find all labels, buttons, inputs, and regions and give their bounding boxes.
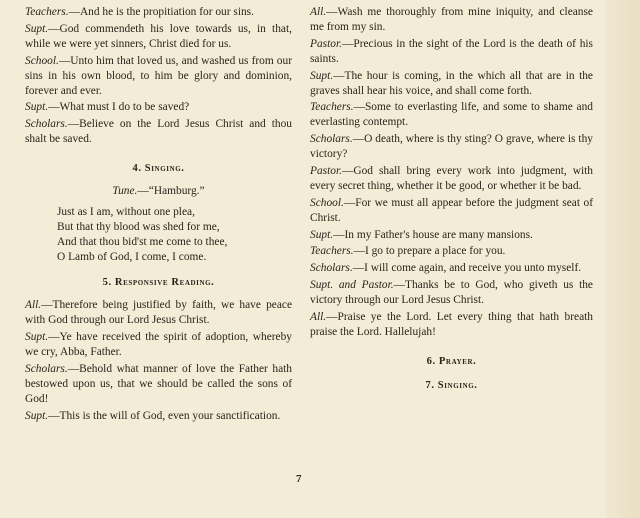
speaker-label: All. — [25, 299, 42, 312]
speaker-label: Scholars. — [25, 362, 68, 375]
right-column — [310, 5, 593, 393]
dialogue-paragraph — [310, 244, 593, 259]
paragraph-text: —Unto him that loved us, and washed us from our sins in his own blood, to him be glory and dominion, forever and ever. — [25, 54, 292, 97]
paragraph-text: —Praise ye the Lord. Let every thing that hath breath praise the Lord. Hallelujah! — [310, 310, 593, 338]
dialogue-paragraph — [310, 164, 593, 194]
page-edge — [606, 0, 640, 518]
speaker-label: Scholars. — [310, 262, 353, 275]
tune-label: Tune. — [112, 185, 138, 198]
paragraph-text: —O death, where is thy sting? O grave, where is thy victory? — [310, 133, 593, 161]
paragraph-text: —Believe on the Lord Jesus Christ and thou shalt be saved. — [25, 118, 292, 146]
dialogue-paragraph — [310, 37, 593, 67]
dialogue-paragraph — [310, 69, 593, 99]
paragraph-text: —God commendeth his love towards us, in that, while we were yet sinners, Christ died for us. — [25, 22, 292, 50]
dialogue-paragraph — [310, 100, 593, 130]
speaker-label: All. — [310, 310, 327, 323]
dialogue-paragraph — [310, 310, 593, 340]
dialogue-paragraph — [25, 298, 292, 328]
heading-responsive-reading: 5. Responsive Reading. — [102, 277, 215, 289]
paragraph-text: —I go to prepare a place for you. — [353, 245, 506, 258]
left-column — [25, 5, 292, 425]
tune-line — [25, 184, 292, 199]
dialogue-paragraph — [310, 278, 593, 308]
dialogue-paragraph — [25, 409, 292, 424]
paragraph-text: —God shall bring every work into judgment, with every secret thing, whether it be good, or whether it be bad. — [310, 164, 593, 192]
dialogue-paragraph — [25, 117, 292, 147]
paragraph-text: —Wash me thoroughly from mine iniquity, and cleanse me from my sin. — [310, 6, 593, 33]
left-bottom-paragraphs — [25, 298, 292, 423]
paragraph-text: —Behold what manner of love the Father hath bestowed upon us, that we should be called the sons of God! — [25, 362, 292, 405]
dialogue-paragraph — [25, 100, 292, 115]
page-number: 7 — [296, 473, 302, 485]
paragraph-text: —Precious in the sight of the Lord is the death of his saints. — [310, 37, 593, 65]
speaker-label: Supt. — [25, 409, 49, 422]
speaker-label: Scholars. — [310, 133, 353, 146]
hymn-line: And that thou bid'st me come to thee, — [57, 236, 228, 249]
right-paragraphs — [310, 5, 593, 340]
speaker-label: School. — [310, 196, 344, 209]
tune-name: —“Hamburg.” — [137, 185, 205, 198]
speaker-label: Supt. — [25, 22, 49, 35]
hymn-line: But that thy blood was shed for me, — [57, 221, 220, 234]
hymn-line: O Lamb of God, I come, I come. — [57, 251, 207, 264]
speaker-label: Supt. — [310, 69, 334, 82]
paragraph-text: —I will come again, and receive you unto myself. — [352, 262, 582, 275]
paragraph-text: —Therefore being justified by faith, we have peace with God through our Lord Jesus Christ. — [25, 299, 292, 327]
dialogue-paragraph — [310, 261, 593, 276]
paragraph-text: —Ye have received the spirit of adoption, whereby we cry, Abba, Father. — [25, 330, 292, 358]
paragraph-text: —The hour is coming, in the which all that are in the graves shall hear his voice, and shall come forth. — [310, 69, 593, 97]
speaker-label: Supt. and Pastor. — [310, 278, 394, 291]
dialogue-paragraph — [25, 362, 292, 407]
heading-prayer: 6. Prayer. — [426, 355, 477, 367]
paragraph-text: —And he is the propitiation for our sins. — [68, 6, 254, 18]
dialogue-paragraph — [25, 5, 292, 20]
speaker-label: Teachers. — [25, 6, 69, 18]
dialogue-paragraph — [310, 5, 593, 35]
dialogue-paragraph — [25, 54, 292, 99]
speaker-label: Scholars. — [25, 118, 68, 131]
speaker-label: Supt. — [25, 101, 49, 114]
heading-singing-7: 7. Singing. — [425, 379, 478, 391]
dialogue-paragraph — [25, 22, 292, 52]
dialogue-paragraph — [310, 196, 593, 226]
paragraph-text: —In my Father's house are many mansions. — [333, 228, 533, 241]
speaker-label: Pastor. — [310, 37, 342, 50]
speaker-label: Teachers. — [310, 245, 354, 258]
speaker-label: Teachers. — [310, 101, 354, 114]
speaker-label: Supt. — [310, 228, 334, 241]
speaker-label: School. — [25, 54, 59, 67]
hymn-verse — [57, 205, 292, 265]
speaker-label: All. — [310, 6, 327, 18]
speaker-label: Pastor. — [310, 164, 342, 177]
speaker-label: Supt. — [25, 330, 49, 343]
dialogue-paragraph — [25, 330, 292, 360]
dialogue-paragraph — [310, 228, 593, 243]
hymn-line: Just as I am, without one plea, — [57, 206, 195, 219]
paragraph-text: —Some to everlasting life, and some to shame and everlasting contempt. — [310, 101, 593, 129]
paragraph-text: —Thanks be to God, who giveth us the victory through our Lord Jesus Christ. — [310, 278, 593, 306]
paragraph-text: —For we must all appear before the judgment seat of Christ. — [310, 196, 593, 224]
dialogue-paragraph — [310, 132, 593, 162]
paragraph-text: —What must I do to be saved? — [48, 101, 190, 114]
left-top-paragraphs — [25, 5, 292, 147]
heading-singing-4: 4. Singing. — [132, 163, 185, 175]
paragraph-text: —This is the will of God, even your sanctification. — [48, 409, 281, 422]
